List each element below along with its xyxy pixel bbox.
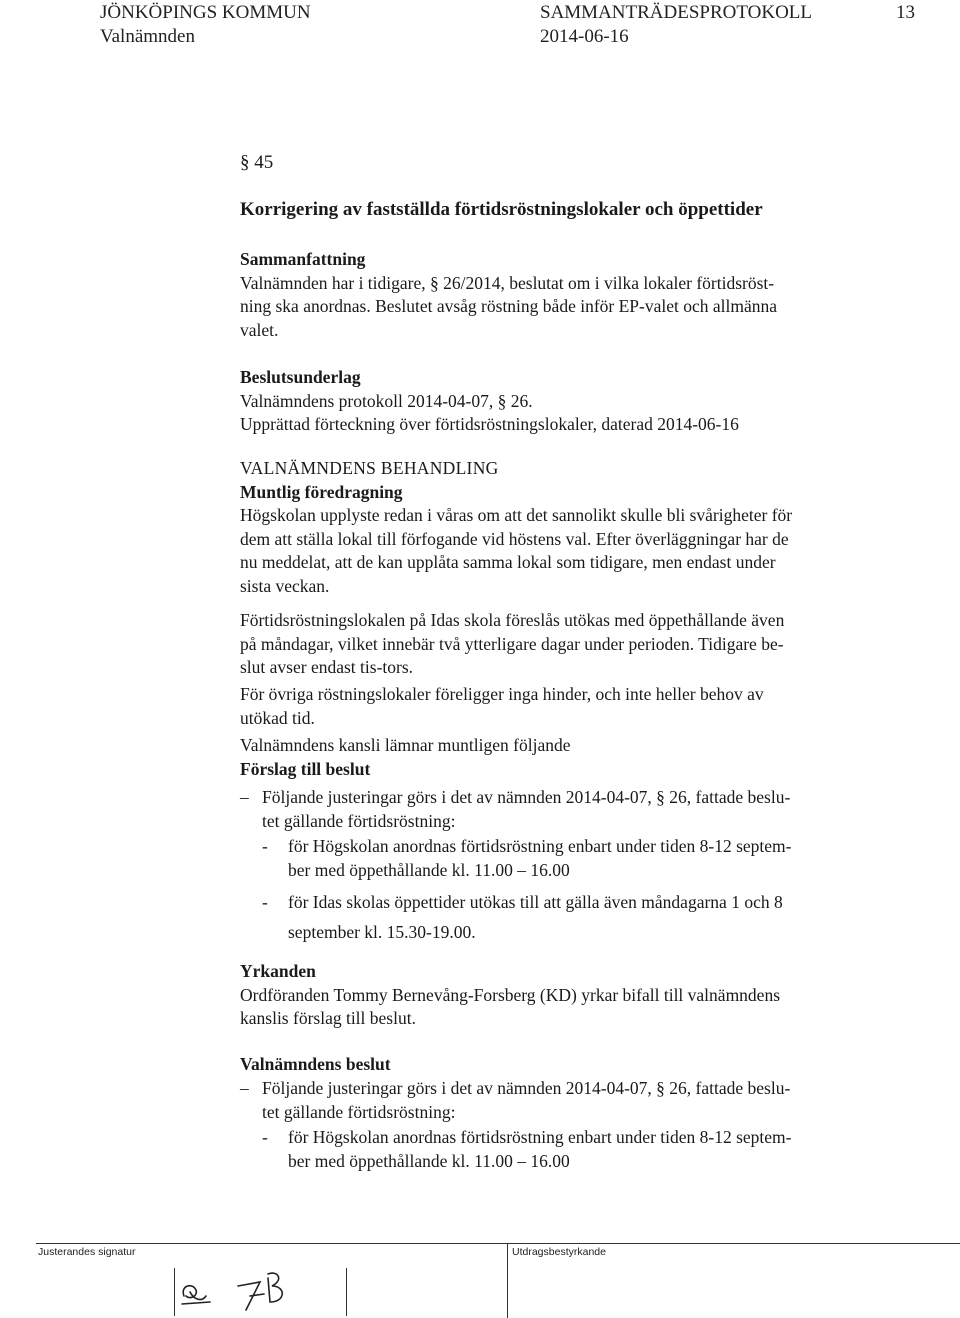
proposal-sub-line: för Högskolan anordnas förtidsröstning enbart under tiden 8-12 septem- xyxy=(288,836,792,856)
proposal-list xyxy=(240,786,880,947)
decision-item xyxy=(240,1077,880,1124)
proposal-sub-line: ber med öppethållande kl. 11.00 – 16.00 xyxy=(288,859,570,880)
proposal-heading: Förslag till beslut xyxy=(240,758,371,779)
decision-list xyxy=(240,1077,880,1173)
paragraph-number: § 45 xyxy=(240,152,274,173)
header-date: 2014-06-16 xyxy=(540,26,629,47)
motions-line: Ordföranden Tommy Bernevång-Forsberg (KD) yrkar bifall till valnämndens xyxy=(240,984,781,1005)
dash-marker: - xyxy=(262,1127,268,1147)
proposal-item xyxy=(240,786,880,833)
treatment-p2 xyxy=(240,609,880,680)
basis-heading: Beslutsunderlag xyxy=(240,367,361,387)
treatment-p3-line: utökad tid. xyxy=(240,707,315,728)
decision-sub-line: ber med öppethållande kl. 11.00 – 16.00 xyxy=(288,1150,570,1171)
treatment-p3 xyxy=(240,683,880,730)
basis-section xyxy=(240,366,880,437)
treatment-heading: VALNÄMNDENS BEHANDLING xyxy=(240,458,499,478)
dash-marker: - xyxy=(262,836,268,856)
footer-rule xyxy=(36,1243,960,1244)
summary-section xyxy=(240,248,880,342)
decision-section xyxy=(240,1053,880,1077)
basis-line: Valnämndens protokoll 2014-04-07, § 26. xyxy=(240,390,533,411)
treatment-p1-line: dem att ställa lokal till förfogande vid höstens val. Efter överläggningar har de xyxy=(240,528,789,549)
basis-line: Upprättad förteckning över förtidsröstningslokaler, daterad 2014-06-16 xyxy=(240,414,739,434)
proposal-main-line: tet gällande förtidsröstning: xyxy=(262,810,456,831)
treatment-p1-line: nu meddelat, att de kan upplåta samma lokal som tidigare, men endast under xyxy=(240,552,776,572)
header-doc-type: SAMMANTRÄDESPROTOKOLL xyxy=(540,2,813,23)
signature-box-left xyxy=(174,1268,175,1316)
treatment-p2-line: Förtidsröstningslokalen på Idas skola föreslås utökas med öppethållande även xyxy=(240,610,785,630)
decision-subitem xyxy=(240,1126,880,1173)
decision-main-line: Följande justeringar görs i det av nämnden 2014-04-07, § 26, fattade beslu- xyxy=(262,1078,791,1098)
summary-heading: Sammanfattning xyxy=(240,249,366,269)
summary-line: ning ska anordnas. Beslutet avsåg röstning både inför EP-valet och allmänna xyxy=(240,296,778,316)
treatment-p3-line: För övriga röstningslokaler föreligger inga hinder, och inte heller behov av xyxy=(240,684,764,704)
dash-marker: - xyxy=(262,892,268,912)
page-number: 13 xyxy=(896,2,915,23)
summary-line: Valnämnden har i tidigare, § 26/2014, beslutat om i vilka lokaler förtidsröst- xyxy=(240,272,775,293)
treatment-p1-line: Högskolan upplyste redan i våras om att det sannolikt skulle bli svårigheter för xyxy=(240,505,793,525)
proposal-sub-line: september kl. 15.30-19.00. xyxy=(288,922,476,942)
decision-sub-line: för Högskolan anordnas förtidsröstning enbart under tiden 8-12 septem- xyxy=(288,1127,792,1147)
header-org: JÖNKÖPINGS KOMMUN xyxy=(100,2,311,23)
handwritten-signatures xyxy=(176,1266,346,1318)
treatment-p1-line: sista veckan. xyxy=(240,575,330,596)
certification-label: Utdragsbestyrkande xyxy=(512,1246,606,1258)
treatment-p2-line: slut avser endast tis-tors. xyxy=(240,657,414,677)
summary-line: valet. xyxy=(240,319,279,340)
proposal-subitem xyxy=(240,835,880,882)
dash-marker: – xyxy=(240,787,249,807)
treatment-p2-line: på måndagar, vilket innebär två ytterligare dagar under perioden. Tidigare be- xyxy=(240,633,784,654)
treatment-p4-line: Valnämndens kansli lämnar muntligen följande xyxy=(240,735,571,755)
treatment-subheading: Muntlig föredragning xyxy=(240,481,403,502)
treatment-p4 xyxy=(240,734,880,781)
proposal-sub-line: för Idas skolas öppettider utökas till att gälla även måndagarna 1 och 8 xyxy=(288,892,783,912)
signature-label: Justerandes signatur xyxy=(38,1246,136,1258)
motions-heading: Yrkanden xyxy=(240,961,316,981)
signature-box-right xyxy=(346,1268,347,1316)
dash-marker: – xyxy=(240,1078,249,1098)
decision-heading: Valnämndens beslut xyxy=(240,1054,391,1074)
header-committee: Valnämnden xyxy=(100,26,195,47)
proposal-subitem xyxy=(240,887,880,947)
proposal-main-line: Följande justeringar görs i det av nämnden 2014-04-07, § 26, fattade beslu- xyxy=(262,787,791,807)
footer-divider xyxy=(507,1243,508,1318)
motions-line: kanslis förslag till beslut. xyxy=(240,1008,416,1028)
treatment-section xyxy=(240,457,880,598)
decision-main-line: tet gällande förtidsröstning: xyxy=(262,1101,456,1122)
motions-section xyxy=(240,960,880,1031)
section-title: Korrigering av fastställda förtidsröstningslokaler och öppettider xyxy=(240,199,763,220)
